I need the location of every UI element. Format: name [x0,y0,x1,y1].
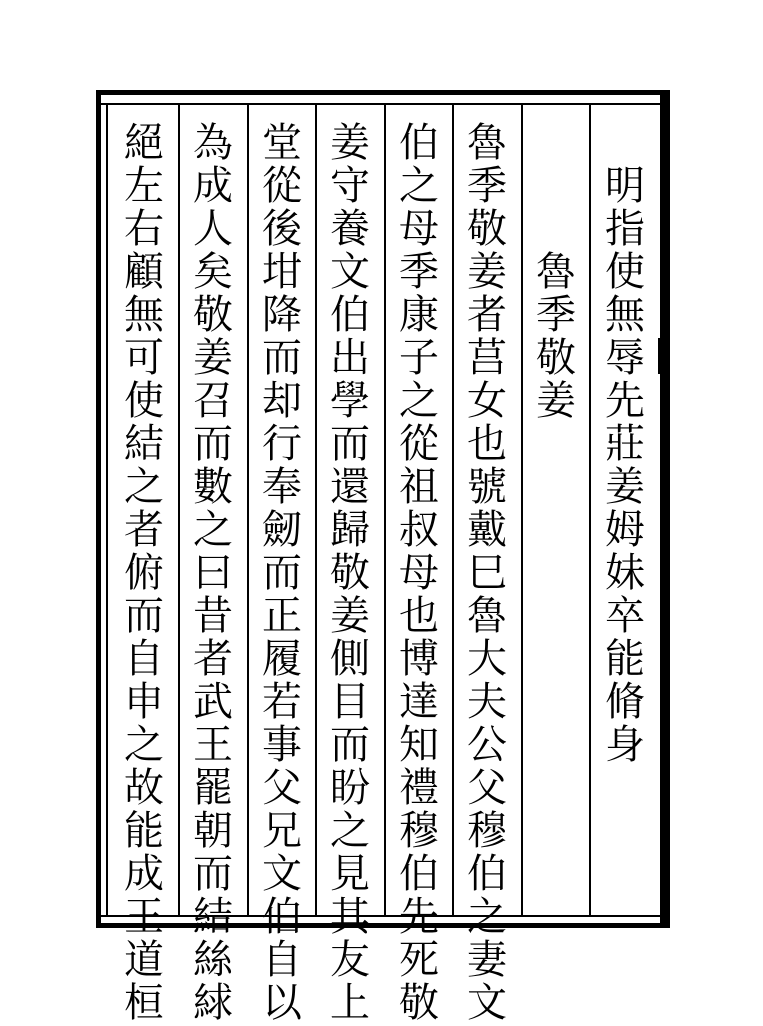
glyph: 伯 [467,851,507,897]
glyph: 而 [330,722,370,768]
glyph: 莒 [467,335,507,381]
glyph: 姆 [605,507,645,553]
glyph: 歸 [330,507,370,553]
glyph: 明 [605,163,645,209]
glyph: 堂 [262,120,302,166]
glyph: 母 [399,206,439,252]
glyph: 巳 [467,550,507,596]
glyph: 死 [399,937,439,983]
glyph: 先 [399,894,439,940]
glyph: 絕 [124,120,164,166]
glyph: 姜 [536,378,576,424]
glyph: 敬 [193,292,233,338]
glyph: 絿 [193,980,233,1026]
glyph: 祖 [399,464,439,510]
glyph: 朝 [193,808,233,854]
text-column [115,112,173,1025]
glyph: 莊 [605,421,645,467]
glyph: 季 [536,292,576,338]
glyph: 成 [124,851,164,897]
glyph: 使 [124,378,164,424]
glyph: 無 [124,292,164,338]
column-rule [178,105,180,915]
glyph: 父 [262,765,302,811]
text-column [390,112,448,1025]
glyph: 伯 [262,894,302,940]
glyph: 自 [124,636,164,682]
glyph: 昔 [193,593,233,639]
glyph: 友 [330,937,370,983]
glyph: 右 [124,206,164,252]
text-column [321,112,379,1025]
glyph: 目 [330,679,370,725]
glyph: 而 [330,421,370,467]
glyph: 養 [330,206,370,252]
glyph: 妻 [467,937,507,983]
column-rule [452,105,454,915]
glyph: 伯 [399,851,439,897]
column-rule [315,105,317,915]
glyph: 子 [399,335,439,381]
glyph: 降 [262,292,302,338]
glyph: 而 [124,593,164,639]
text-column [527,112,585,423]
glyph: 伯 [399,120,439,166]
glyph: 敬 [536,335,576,381]
text-column [458,112,516,1025]
glyph: 絲 [193,937,233,983]
glyph: 大 [467,636,507,682]
glyph: 從 [262,163,302,209]
glyph: 劒 [262,507,302,553]
glyph: 上 [330,980,370,1026]
glyph: 若 [262,679,302,725]
glyph: 身 [605,722,645,768]
glyph: 能 [124,808,164,854]
glyph: 罷 [193,765,233,811]
glyph: 道 [124,937,164,983]
glyph: 為 [193,120,233,166]
glyph: 父 [467,765,507,811]
glyph: 姜 [467,249,507,295]
glyph: 穆 [399,808,439,854]
glyph: 見 [330,851,370,897]
glyph: 人 [193,206,233,252]
glyph: 脩 [605,679,645,725]
glyph: 之 [193,507,233,553]
text-column [596,112,654,767]
glyph: 之 [467,894,507,940]
glyph: 而 [262,550,302,596]
glyph: 魯 [467,593,507,639]
glyph: 敬 [467,206,507,252]
glyph: 季 [467,163,507,209]
glyph: 穆 [467,808,507,854]
glyph: 守 [330,163,370,209]
glyph: 文 [467,980,507,1026]
glyph: 之 [399,163,439,209]
glyph: 其 [330,894,370,940]
glyph: 季 [399,249,439,295]
glyph: 曰 [193,550,233,596]
glyph: 公 [467,722,507,768]
glyph: 敬 [399,980,439,1026]
glyph: 號 [467,464,507,510]
glyph: 無 [605,292,645,338]
glyph: 行 [262,421,302,467]
glyph: 學 [330,378,370,424]
glyph: 還 [330,464,370,510]
book-edge [660,90,670,925]
glyph: 俯 [124,550,164,596]
glyph: 指 [605,206,645,252]
glyph: 者 [467,292,507,338]
glyph: 使 [605,249,645,295]
text-column [253,112,311,1025]
column-rule [247,105,249,915]
glyph: 之 [399,378,439,424]
glyph: 也 [399,593,439,639]
glyph: 戴 [467,507,507,553]
text-column [184,112,242,1025]
glyph: 之 [124,722,164,768]
glyph: 從 [399,421,439,467]
glyph: 結 [124,421,164,467]
glyph: 之 [124,464,164,510]
glyph: 召 [193,378,233,424]
glyph: 敬 [330,550,370,596]
left-rule [106,103,108,917]
glyph: 自 [262,937,302,983]
glyph: 後 [262,206,302,252]
glyph: 知 [399,722,439,768]
glyph: 王 [193,722,233,768]
glyph: 而 [193,421,233,467]
glyph: 成 [193,163,233,209]
glyph: 先 [605,378,645,424]
glyph: 可 [124,335,164,381]
glyph: 伯 [330,292,370,338]
glyph: 兄 [262,808,302,854]
glyph: 桓 [124,980,164,1026]
glyph: 文 [330,249,370,295]
glyph: 者 [193,636,233,682]
glyph: 博 [399,636,439,682]
glyph: 武 [193,679,233,725]
glyph: 申 [124,679,164,725]
glyph: 姜 [330,593,370,639]
glyph: 顧 [124,249,164,295]
glyph: 姜 [330,120,370,166]
glyph: 姜 [605,464,645,510]
glyph: 也 [467,421,507,467]
glyph: 以 [262,980,302,1026]
glyph: 妹 [605,550,645,596]
glyph: 辱 [605,335,645,381]
glyph: 魯 [467,120,507,166]
glyph: 康 [399,292,439,338]
glyph: 之 [330,808,370,854]
glyph: 履 [262,636,302,682]
fish-tail-mark [658,338,670,374]
glyph: 事 [262,722,302,768]
glyph: 結 [193,894,233,940]
glyph: 禮 [399,765,439,811]
glyph: 姜 [193,335,233,381]
glyph: 出 [330,335,370,381]
column-rule [384,105,386,915]
glyph: 女 [467,378,507,424]
glyph: 數 [193,464,233,510]
glyph: 夫 [467,679,507,725]
glyph: 奉 [262,464,302,510]
glyph: 者 [124,507,164,553]
column-rule [589,105,591,915]
glyph: 而 [193,851,233,897]
glyph: 王 [124,894,164,940]
glyph: 魯 [536,249,576,295]
glyph: 左 [124,163,164,209]
glyph: 而 [262,335,302,381]
glyph: 達 [399,679,439,725]
glyph: 側 [330,636,370,682]
glyph: 能 [605,636,645,682]
glyph: 故 [124,765,164,811]
glyph: 坩 [262,249,302,295]
glyph: 叔 [399,507,439,553]
glyph: 正 [262,593,302,639]
glyph: 卒 [605,593,645,639]
glyph: 文 [262,851,302,897]
glyph: 却 [262,378,302,424]
glyph: 盼 [330,765,370,811]
glyph: 矣 [193,249,233,295]
glyph: 母 [399,550,439,596]
column-rule [521,105,523,915]
